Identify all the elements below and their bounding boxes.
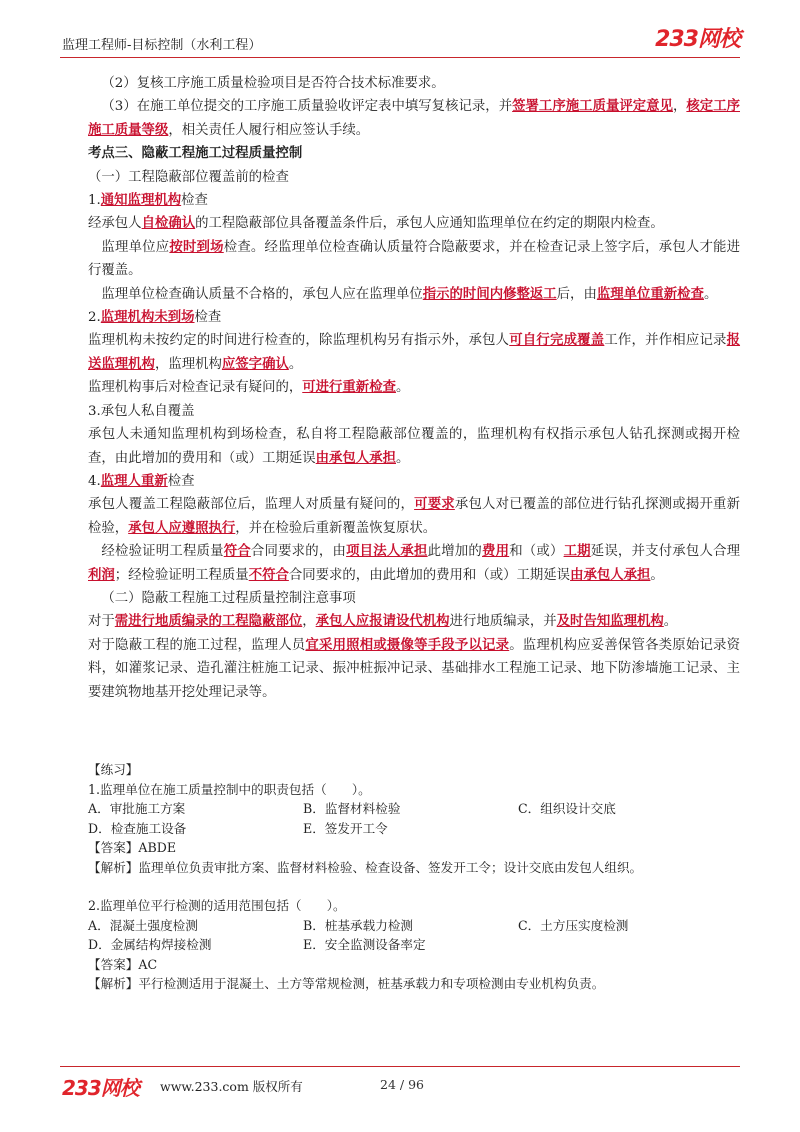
- highlight: 需进行地质编录的工程隐蔽部位: [114, 613, 303, 630]
- highlight: 承包人应遵照执行: [128, 519, 236, 536]
- highlight: 可进行重新检查: [302, 379, 396, 396]
- practice-section: [88, 760, 740, 994]
- item-heading: 4.监理人重新检查: [88, 472, 195, 489]
- header-divider: [60, 57, 740, 58]
- highlight: 项目法人承担: [346, 543, 428, 560]
- highlight: 及时告知监理机构: [556, 613, 664, 630]
- paragraph: 监理单位应按时到场检查。经监理单位检查确认质量符合隐蔽要求，并在检查记录上签字后，承包人才能进行覆盖。: [88, 238, 741, 279]
- question: 1.监理单位在施工质量控制中的职责包括（ ）。: [88, 781, 371, 797]
- option: A．审批施工方案: [88, 801, 186, 816]
- paragraph: 对于隐蔽工程的施工过程，监理人员宜采用照相或摄像等手段予以记录。监理机构应妥善保管各类原始记录资料，如灌浆记录、造孔灌注桩施工记录、振冲桩振冲记录、基础排水工程施工记录、地下防渗墙施工记录、主要建筑物地基开挖处理记录等。: [88, 636, 741, 700]
- page-number: 24 / 96: [380, 1077, 424, 1092]
- document-body: [88, 72, 740, 704]
- highlight: 通知监理机构: [100, 192, 182, 209]
- highlight: 工期: [563, 543, 591, 560]
- highlight: 监理单位重新检查: [596, 285, 704, 302]
- highlight: 核定工序施工质量等级: [88, 98, 740, 138]
- document-title: 监理工程师-目标控制（水利工程）: [62, 38, 262, 53]
- highlight: 利润: [88, 566, 115, 583]
- question-options: [88, 799, 740, 838]
- question: 2.监理单位平行检测的适用范围包括（ ）。: [88, 898, 346, 913]
- footer-logo: 233网校: [62, 1076, 139, 1100]
- paragraph: 监理机构未按约定的时间进行检查的，除监理机构另有指示外，承包人可自行完成覆盖工作，并作相应记录报送监理机构，监理机构应签字确认。: [88, 332, 741, 372]
- practice-heading: 【练习】: [88, 762, 139, 777]
- option: B．桩基承载力检测: [303, 917, 414, 933]
- answer: 【答案】ABDE: [88, 840, 177, 855]
- option: E．安全监测设备率定: [303, 937, 426, 952]
- highlight: 报送监理机构: [88, 332, 741, 372]
- highlight: 可要求: [414, 496, 455, 513]
- item-heading: 3.承包人私自覆盖: [88, 403, 195, 419]
- highlight: 宜采用照相或摄像等手段予以记录: [305, 636, 510, 653]
- brand-logo: 233网校: [655, 27, 740, 52]
- footer-copyright: www.233.com 版权所有: [160, 1079, 303, 1094]
- option: D．检查施工设备: [88, 820, 187, 836]
- highlight: 符合: [223, 543, 251, 560]
- subsection-heading: （二）隐蔽工程施工过程质量控制注意事项: [101, 590, 356, 606]
- paragraph: 经承包人自检确认的工程隐蔽部位具备覆盖条件后，承包人应通知监理单位在约定的期限内检查。: [88, 215, 664, 232]
- question-options: [88, 916, 740, 955]
- section-heading: 考点三、隐蔽工程施工过程质量控制: [88, 145, 303, 162]
- highlight: 签署工序施工质量评定意见: [512, 98, 673, 115]
- option: C．土方压实度检测: [518, 917, 629, 933]
- highlight: 监理人重新: [100, 472, 168, 489]
- highlight: 由承包人承担: [315, 449, 396, 466]
- highlight: 监理机构未到场: [100, 309, 195, 326]
- highlight: 按时到场: [169, 238, 224, 255]
- highlight: 自检确认: [141, 215, 196, 232]
- paragraph: （2）复核工序施工质量检验项目是否符合技术标准要求。: [101, 76, 445, 91]
- highlight: 可自行完成覆盖: [509, 332, 605, 349]
- subsection-heading: （一）工程隐蔽部位覆盖前的检查: [88, 169, 289, 185]
- highlight: 应签字确认: [221, 355, 289, 372]
- paragraph: 承包人覆盖工程隐蔽部位后，监理人对质量有疑问的，可要求承包人对已覆盖的部位进行钻孔探测或揭开重新检验，承包人应遵照执行，并在检验后重新覆盖恢复原状。: [88, 496, 741, 536]
- option: E．签发开工令: [303, 820, 388, 836]
- paragraph: （3）在施工单位提交的工序施工质量验收评定表中填写复核记录，并签署工序施工质量评定意见，核定工序施工质量等级，相关责任人履行相应签认手续。: [88, 98, 740, 138]
- item-heading: 1.通知监理机构检查: [88, 192, 208, 209]
- option: D．金属结构焊接检测: [88, 937, 212, 952]
- paragraph: 监理单位检查确认质量不合格的，承包人应在监理单位指示的时间内修整返工后，由监理单位重新检查。: [101, 285, 718, 302]
- answer: 【答案】AC: [88, 956, 158, 972]
- paragraph: 承包人未通知监理机构到场检查，私自将工程隐蔽部位覆盖的，监理机构有权指示承包人钻孔探测或揭开检查，由此增加的费用和（或）工期延误由承包人承担。: [88, 427, 740, 466]
- highlight: 由承包人承担: [570, 566, 651, 583]
- footer-divider: [60, 1066, 740, 1067]
- option: C．组织设计交底: [518, 801, 616, 816]
- paragraph: 经检验证明工程质量符合合同要求的，由项目法人承担此增加的费用和（或）工期延误，并支付承包人合理利润；经检验证明工程质量不符合合同要求的，由此增加的费用和（或）工期延误由承包人承担。: [88, 543, 741, 583]
- paragraph: 监理机构事后对检查记录有疑问的，可进行重新检查。: [88, 379, 410, 396]
- analysis: 【解析】平行检测适用于混凝土、土方等常规检测，桩基承载力和专项检测由专业机构负责。: [88, 976, 605, 991]
- option: B．监督材料检验: [303, 801, 401, 816]
- option: A．混凝土强度检测: [88, 917, 198, 933]
- highlight: 不符合: [248, 566, 289, 583]
- highlight: 指示的时间内修整返工: [422, 285, 557, 302]
- highlight: 承包人应报请设代机构: [315, 613, 450, 630]
- highlight: 费用: [482, 543, 510, 560]
- analysis: 【解析】监理单位负责审批方案、监督材料检验、检查设备、签发开工令；设计交底由发包人组织。: [88, 859, 643, 875]
- page-header: [60, 22, 740, 62]
- paragraph: 对于需进行地质编录的工程隐蔽部位，承包人应报请设代机构进行地质编录，并及时告知监理机构。: [88, 613, 678, 630]
- item-heading: 2.监理机构未到场检查: [88, 309, 222, 326]
